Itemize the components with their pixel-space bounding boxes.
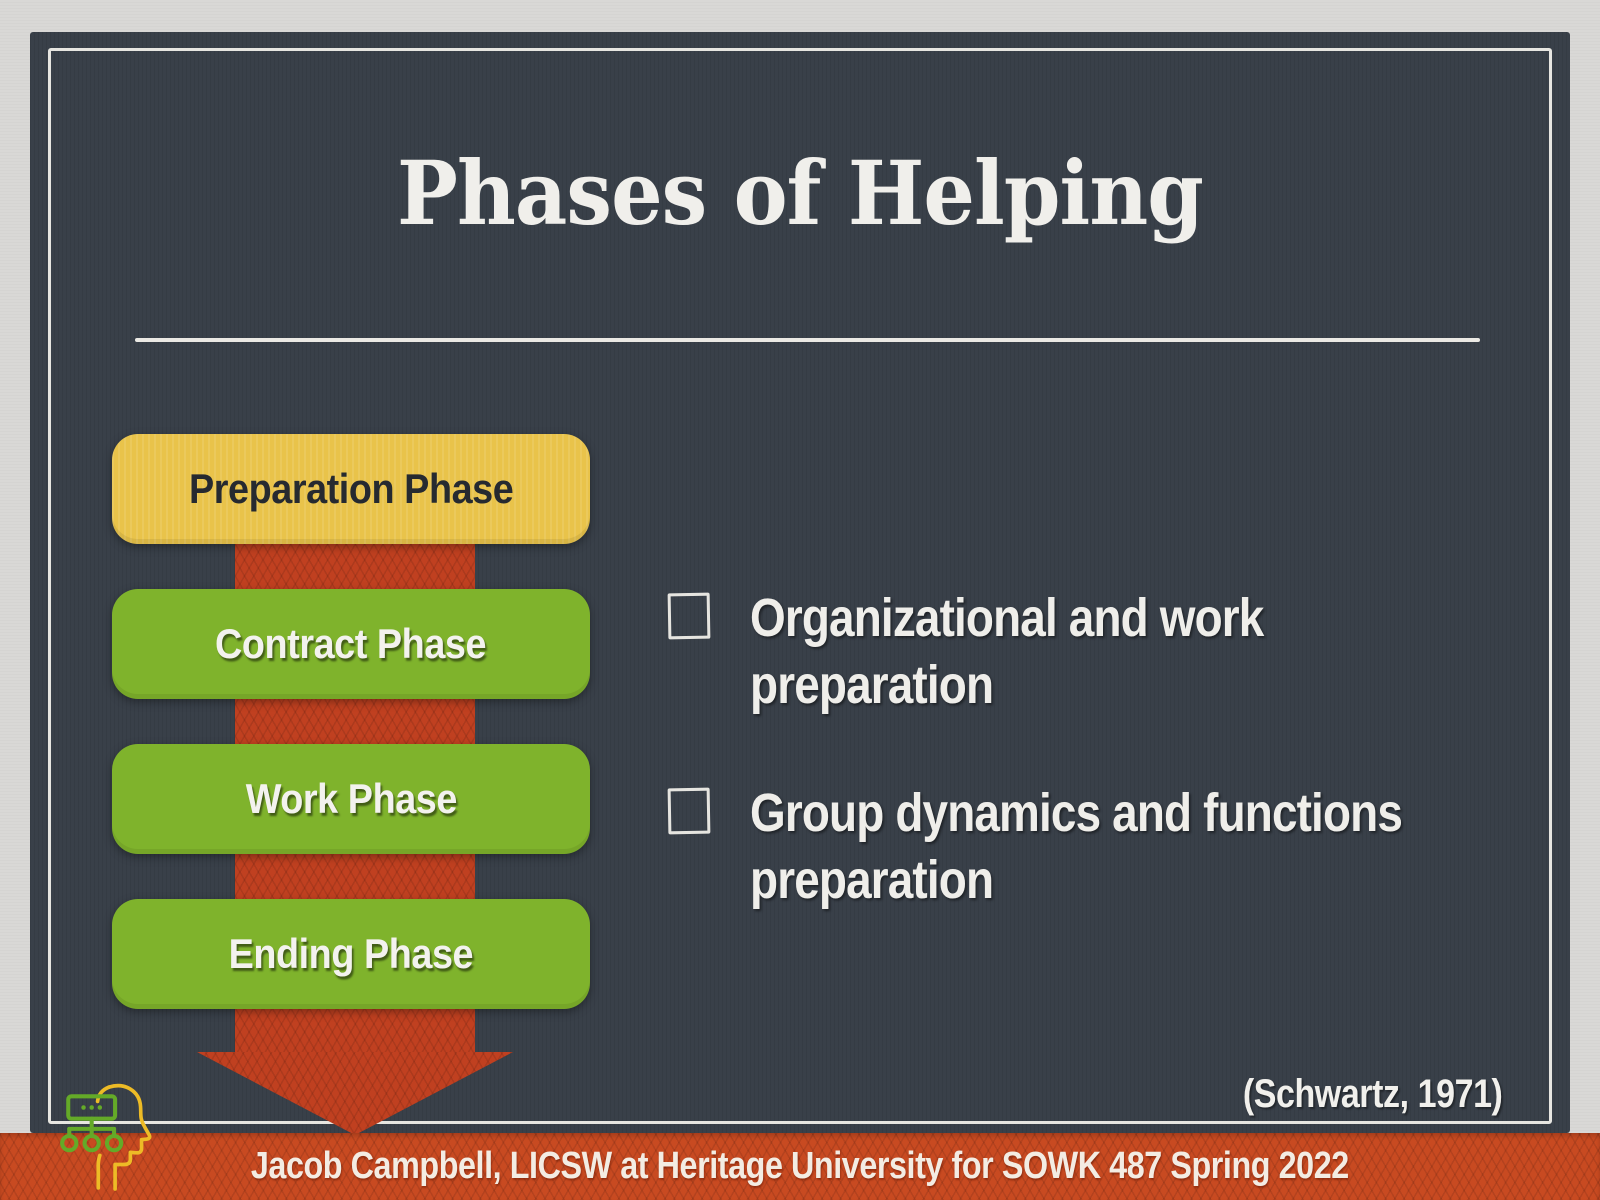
bullet-text (750, 585, 1263, 719)
footer-attribution: Jacob Campbell, LICSW at Heritage University for SOWK 487 Spring 2022 (251, 1145, 1349, 1187)
phase-box-ending (112, 899, 590, 1009)
bullet-item (668, 585, 1354, 719)
head-flowchart-logo-icon (54, 1080, 166, 1192)
citation-text: (Schwartz, 1971) (1242, 1072, 1502, 1116)
phase-label-contract: Contract Phase (215, 620, 487, 667)
bullet-text (750, 780, 1402, 914)
title-divider (135, 338, 1480, 342)
bullet-line: Organizational and work (750, 588, 1264, 648)
phase-label-ending: Ending Phase (228, 930, 474, 977)
phase-label-work: Work Phase (245, 775, 457, 822)
checkbox-bullet-icon (668, 593, 711, 640)
slide-canvas (30, 32, 1570, 1133)
phase-box-preparation (112, 434, 590, 544)
bullet-line: preparation (750, 655, 994, 715)
phase-label-preparation: Preparation Phase (188, 465, 514, 512)
bullet-line: Group dynamics and functions (750, 783, 1403, 843)
footer-bar (0, 1133, 1600, 1200)
bullet-item (668, 780, 1517, 914)
phase-box-work (112, 744, 590, 854)
flow-arrow-head-icon (197, 1052, 513, 1135)
page-title: Phases of Helping (396, 141, 1204, 245)
checkbox-bullet-icon (668, 788, 711, 835)
bullet-line: preparation (750, 850, 994, 910)
phase-box-contract (112, 589, 590, 699)
